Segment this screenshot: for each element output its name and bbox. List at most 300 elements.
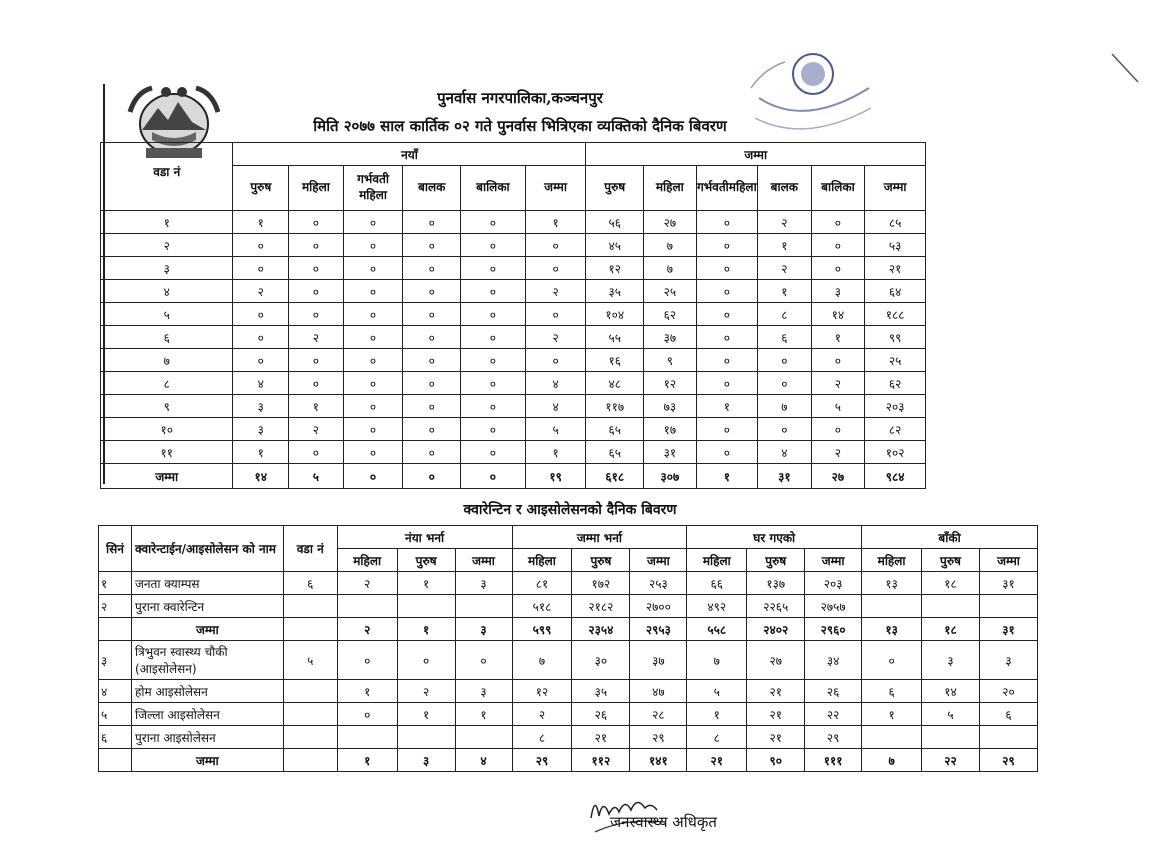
table-cell: ०	[403, 418, 461, 441]
table-cell: ६	[979, 703, 1037, 726]
table-cell: २	[758, 257, 812, 280]
table-cell: २९	[512, 749, 572, 772]
table-cell: ७	[644, 234, 697, 257]
ward-header: वडा नं	[283, 526, 337, 572]
table-row	[101, 303, 926, 326]
col-header: बालिका	[811, 166, 865, 211]
table-cell: ०	[696, 211, 757, 234]
table-cell: १	[337, 749, 397, 772]
table-cell: ३	[811, 280, 865, 303]
table-cell: २०३	[865, 395, 926, 418]
table-cell: २२६५	[747, 595, 805, 618]
total-cell: १९	[525, 464, 586, 489]
table-cell: ३७	[644, 326, 697, 349]
table-cell: ३१	[979, 572, 1037, 595]
table-cell: ०	[343, 211, 403, 234]
table-row	[101, 349, 926, 372]
table-cell: २१	[747, 680, 805, 703]
table-cell: १	[455, 703, 512, 726]
table-cell: २	[397, 680, 455, 703]
group-header-home: घर गएको	[687, 526, 862, 549]
table-cell: ३	[455, 680, 512, 703]
scan-mark	[1108, 52, 1148, 92]
table-cell: २१	[747, 703, 805, 726]
col-header: पुरुष	[572, 549, 630, 572]
table-cell	[922, 595, 980, 618]
table-cell: ०	[343, 234, 403, 257]
col-header: महिला	[289, 166, 344, 211]
table-cell: ०	[696, 326, 757, 349]
table-cell	[397, 726, 455, 749]
table-cell: ०	[233, 234, 289, 257]
table-cell: ७	[758, 395, 812, 418]
group-header-total: जम्मा भर्ना	[512, 526, 687, 549]
table-cell: ०	[403, 441, 461, 464]
sn-header: सिनं	[99, 526, 132, 572]
col-header: जम्मा	[805, 549, 862, 572]
total-cell: ९८४	[865, 464, 926, 489]
table-cell: ०	[461, 234, 526, 257]
ward-number-cell: ४	[101, 280, 233, 303]
table-cell: ०	[233, 257, 289, 280]
total-cell: १	[696, 464, 757, 489]
table-cell: ४	[525, 372, 586, 395]
col-header: गर्भवती महिला	[343, 166, 403, 211]
table-cell: ०	[696, 372, 757, 395]
table-cell: ०	[696, 349, 757, 372]
table-row	[101, 326, 926, 349]
table-cell: १६	[586, 349, 644, 372]
table-cell: ०	[403, 395, 461, 418]
table-cell: १३७	[747, 572, 805, 595]
table-cell: २	[337, 572, 397, 595]
table-cell: ०	[233, 326, 289, 349]
table-cell: १८	[922, 572, 980, 595]
table-cell	[979, 726, 1037, 749]
table-cell: ०	[343, 349, 403, 372]
table-cell: ०	[233, 349, 289, 372]
table-cell: २	[337, 618, 397, 641]
table-cell: ४७	[630, 680, 687, 703]
ward-number-cell: ११	[101, 441, 233, 464]
table-cell: ५	[687, 680, 747, 703]
table-cell: १२	[644, 372, 697, 395]
col-header: पुरुष	[922, 549, 980, 572]
table-row	[101, 234, 926, 257]
table-row	[99, 595, 1038, 618]
col-header: महिला	[687, 549, 747, 572]
table-cell: १	[397, 572, 455, 595]
table-cell: ०	[525, 257, 586, 280]
total-cell: ३०७	[644, 464, 697, 489]
daily-arrivals-table	[100, 142, 926, 489]
table-cell: १८	[922, 618, 980, 641]
ward-number-cell: ६	[101, 326, 233, 349]
signature-label: जनस्वास्थ्य अधिकृत	[610, 813, 717, 831]
new-group-header: नयाँ	[233, 143, 586, 166]
table-row	[99, 572, 1038, 595]
table-cell: ९९	[865, 326, 926, 349]
table-cell: १	[397, 703, 455, 726]
facility-name-cell: जम्मा	[131, 618, 283, 641]
table-cell	[979, 595, 1037, 618]
table-cell: ०	[461, 211, 526, 234]
table-cell: २	[512, 703, 572, 726]
col-header: जम्मा	[865, 166, 926, 211]
ward-cell: ५	[283, 641, 337, 680]
quarantine-table-title: क्वारेन्टिन र आइसोलेसनको दैनिक बिवरण	[463, 502, 677, 518]
table-cell: १७	[644, 418, 697, 441]
table-cell: १११	[805, 749, 862, 772]
table-cell: ५९९	[512, 618, 572, 641]
table-cell: ३७	[630, 641, 687, 680]
facility-name-cell: जिल्ला आइसोलेसन	[131, 703, 283, 726]
table-cell: २१	[572, 726, 630, 749]
table-cell: २६	[572, 703, 630, 726]
table-cell: ०	[758, 349, 812, 372]
table-cell: ३१	[644, 441, 697, 464]
table-cell: ३	[397, 749, 455, 772]
table-cell: ०	[289, 211, 344, 234]
total-group-header: जम्मा	[586, 143, 926, 166]
table-cell: २९	[979, 749, 1037, 772]
table-row	[101, 257, 926, 280]
table-cell: २९५३	[630, 618, 687, 641]
table-cell: ०	[811, 349, 865, 372]
facility-name-cell: जम्मा	[131, 749, 283, 772]
table-cell: ६	[758, 326, 812, 349]
col-header: पुरुष	[233, 166, 289, 211]
table-cell: २९	[805, 726, 862, 749]
table-cell: १७२	[572, 572, 630, 595]
table-cell: २	[289, 326, 344, 349]
table-cell: २८	[630, 703, 687, 726]
table-cell: २	[233, 280, 289, 303]
table-cell: २२	[922, 749, 980, 772]
table-cell: ०	[343, 372, 403, 395]
ward-header: वडा नं	[101, 143, 233, 211]
table-cell: ७	[644, 257, 697, 280]
serial-cell: ३	[99, 641, 132, 680]
table-cell: ०	[758, 418, 812, 441]
table-cell: ३	[922, 641, 980, 680]
table-cell: ०	[397, 641, 455, 680]
ward-cell	[283, 749, 337, 772]
ward-number-cell: ८	[101, 372, 233, 395]
table-cell: ५३	[865, 234, 926, 257]
table-cell: ०	[525, 349, 586, 372]
table-cell: १	[525, 211, 586, 234]
table-cell: २१८२	[572, 595, 630, 618]
table-cell: ०	[343, 257, 403, 280]
table-cell: ३५	[586, 280, 644, 303]
table-cell: २	[811, 441, 865, 464]
col-header: पुरुष	[397, 549, 455, 572]
group-header-new: नंया भर्ना	[337, 526, 512, 549]
table-cell: ३	[455, 618, 512, 641]
table-cell: ०	[696, 280, 757, 303]
table-cell: २१	[865, 257, 926, 280]
facility-name-cell: जनता क्याम्पस	[131, 572, 283, 595]
facility-name-cell: पुराना क्वारेन्टिन	[131, 595, 283, 618]
table-cell: ०	[289, 441, 344, 464]
table-cell: १	[862, 703, 922, 726]
table-cell: ९	[644, 349, 697, 372]
col-header: बालक	[758, 166, 812, 211]
table-cell: ०	[289, 372, 344, 395]
table-cell	[862, 595, 922, 618]
table-cell: ०	[343, 280, 403, 303]
table-cell: ०	[696, 303, 757, 326]
table-row	[101, 395, 926, 418]
serial-cell	[99, 618, 132, 641]
ward-cell	[283, 595, 337, 618]
table-cell: ०	[403, 349, 461, 372]
table-cell: ६२	[644, 303, 697, 326]
table-cell: ०	[461, 395, 526, 418]
table-cell: १	[758, 280, 812, 303]
table-cell: २	[525, 280, 586, 303]
table-row	[101, 280, 926, 303]
table-cell: ५	[922, 703, 980, 726]
table-cell: १२	[586, 257, 644, 280]
col-header: पुरुष	[586, 166, 644, 211]
table-cell: १	[758, 234, 812, 257]
table-cell: ०	[233, 303, 289, 326]
table-cell: ०	[696, 257, 757, 280]
table-cell: ०	[811, 234, 865, 257]
table-cell: ८	[758, 303, 812, 326]
table-cell: ०	[403, 211, 461, 234]
table-cell: ०	[343, 395, 403, 418]
table-row	[101, 418, 926, 441]
serial-cell: ५	[99, 703, 132, 726]
total-cell: २७	[811, 464, 865, 489]
table-cell: ८	[687, 726, 747, 749]
table-cell: ३	[455, 572, 512, 595]
total-cell: ०	[461, 464, 526, 489]
table-cell: १०२	[865, 441, 926, 464]
table-cell: १०४	[586, 303, 644, 326]
table-cell: ०	[289, 303, 344, 326]
table-cell: ४	[758, 441, 812, 464]
table-cell: २५	[865, 349, 926, 372]
table-cell: १	[233, 211, 289, 234]
table-row	[101, 211, 926, 234]
table-cell: ०	[343, 326, 403, 349]
table-cell: ०	[289, 257, 344, 280]
table-cell: ७	[512, 641, 572, 680]
col-header: महिला	[512, 549, 572, 572]
table-cell: २०	[979, 680, 1037, 703]
table-cell: ५५	[586, 326, 644, 349]
table-cell: ०	[461, 349, 526, 372]
serial-cell: १	[99, 572, 132, 595]
total-row	[99, 749, 1038, 772]
table-cell: ०	[461, 280, 526, 303]
total-cell: ०	[343, 464, 403, 489]
total-label-cell: जम्मा	[101, 464, 233, 489]
table-cell: २७५७	[805, 595, 862, 618]
ward-number-cell: ९	[101, 395, 233, 418]
table-row	[99, 703, 1038, 726]
ward-cell	[283, 703, 337, 726]
table-cell: १८८	[865, 303, 926, 326]
table-cell: ०	[343, 441, 403, 464]
table-cell: ०	[811, 211, 865, 234]
col-header: गर्भवतीमहिला	[696, 166, 757, 211]
name-header: क्वारेन्टाईन/आइसोलेसन को नाम	[131, 526, 283, 572]
table-cell: २२	[805, 703, 862, 726]
table-cell: २३५४	[572, 618, 630, 641]
col-header: जम्मा	[979, 549, 1037, 572]
table-cell: ७३	[644, 395, 697, 418]
table-cell: १	[525, 441, 586, 464]
table-cell: ६४	[865, 280, 926, 303]
table-cell: १	[696, 395, 757, 418]
ward-cell: ६	[283, 572, 337, 595]
table-cell: १४	[811, 303, 865, 326]
table-cell: ९०	[747, 749, 805, 772]
table-cell: ८	[512, 726, 572, 749]
table-cell: ०	[403, 257, 461, 280]
table-cell: ५६	[586, 211, 644, 234]
col-header: बालक	[403, 166, 461, 211]
col-header: जम्मा	[455, 549, 512, 572]
table-cell: ०	[337, 703, 397, 726]
table-cell: २७	[747, 641, 805, 680]
table-cell: २	[525, 326, 586, 349]
table-cell: २५	[644, 280, 697, 303]
table2-body	[99, 572, 1038, 772]
document-subtitle: मिति २०७७ साल कार्तिक ०२ गते पुनर्वास भित्रिएका व्यक्तिको दैनिक बिवरण	[313, 117, 727, 135]
total-cell: ३१	[758, 464, 812, 489]
group-header-remaining: बाँकी	[862, 526, 1038, 549]
table1-body	[101, 211, 926, 489]
table-cell: ०	[811, 257, 865, 280]
table-cell: १	[397, 618, 455, 641]
table-row	[99, 726, 1038, 749]
table-row	[101, 441, 926, 464]
table-cell: १४१	[630, 749, 687, 772]
table-cell: ०	[461, 372, 526, 395]
ward-number-cell: १०	[101, 418, 233, 441]
table-cell: ०	[525, 234, 586, 257]
table-cell: ३	[979, 641, 1037, 680]
col-header: जम्मा	[525, 166, 586, 211]
table-cell: ०	[862, 641, 922, 680]
table-cell: २५३	[630, 572, 687, 595]
table-cell: ०	[461, 441, 526, 464]
table-cell: १४	[922, 680, 980, 703]
table-cell: २१	[687, 749, 747, 772]
total-cell: १४	[233, 464, 289, 489]
table-cell: १	[233, 441, 289, 464]
table-cell: ०	[403, 234, 461, 257]
serial-cell: २	[99, 595, 132, 618]
ward-cell	[283, 680, 337, 703]
ward-number-cell: ७	[101, 349, 233, 372]
table-cell: १	[337, 680, 397, 703]
table-cell: ८२	[865, 418, 926, 441]
table-cell: ०	[343, 303, 403, 326]
table-cell: ०	[461, 257, 526, 280]
table-cell: २	[289, 418, 344, 441]
table-cell: ०	[289, 280, 344, 303]
table-cell: २	[811, 372, 865, 395]
table-cell: ४५	[586, 234, 644, 257]
table-cell: ३०	[572, 641, 630, 680]
ward-cell	[283, 726, 337, 749]
table-row	[101, 372, 926, 395]
table-cell: ०	[461, 303, 526, 326]
table-cell: ५	[525, 418, 586, 441]
table-cell: १	[687, 703, 747, 726]
table-cell: ३१	[979, 618, 1037, 641]
table-cell: २०३	[805, 572, 862, 595]
table-cell: ८१	[512, 572, 572, 595]
table-cell: ०	[461, 418, 526, 441]
col-header: महिला	[862, 549, 922, 572]
ward-number-cell: ५	[101, 303, 233, 326]
col-header: महिला	[337, 549, 397, 572]
table-cell: ८५	[865, 211, 926, 234]
table-cell	[337, 595, 397, 618]
table-cell: १२	[512, 680, 572, 703]
facility-name-cell: त्रिभुवन स्वास्थ्य चौकी (आइसोलेसन)	[131, 641, 283, 680]
table-row	[99, 641, 1038, 680]
table-cell: ७	[862, 749, 922, 772]
table-cell: ३	[233, 395, 289, 418]
table-cell: ०	[337, 641, 397, 680]
table-cell: ०	[696, 234, 757, 257]
table-cell: ०	[461, 326, 526, 349]
table-cell: ७	[687, 641, 747, 680]
col-header: बालिका	[461, 166, 526, 211]
table-cell: ६५	[586, 441, 644, 464]
table-cell: २१	[747, 726, 805, 749]
table-cell	[337, 726, 397, 749]
col-header: महिला	[644, 166, 697, 211]
table-cell: ३५	[572, 680, 630, 703]
ward-number-cell: २	[101, 234, 233, 257]
table-cell: ०	[289, 234, 344, 257]
table-cell	[397, 595, 455, 618]
table-cell: ४	[233, 372, 289, 395]
table-cell: ५१८	[512, 595, 572, 618]
table-cell: २७	[644, 211, 697, 234]
table-cell: ६६	[687, 572, 747, 595]
table-cell: ०	[403, 372, 461, 395]
table-cell: ६	[862, 680, 922, 703]
table-cell: ५५८	[687, 618, 747, 641]
table-cell: ४	[455, 749, 512, 772]
table-cell: ५	[811, 395, 865, 418]
table-cell: ०	[403, 326, 461, 349]
table-cell: २९६०	[805, 618, 862, 641]
ward-number-cell: १	[101, 211, 233, 234]
table-cell: ४	[525, 395, 586, 418]
table-cell: ११७	[586, 395, 644, 418]
table-cell: ०	[525, 303, 586, 326]
serial-cell	[99, 749, 132, 772]
table-cell	[455, 595, 512, 618]
table-cell: ०	[455, 641, 512, 680]
table-cell	[922, 726, 980, 749]
col-header: पुरुष	[747, 549, 805, 572]
table-cell: ०	[343, 418, 403, 441]
table-cell	[455, 726, 512, 749]
